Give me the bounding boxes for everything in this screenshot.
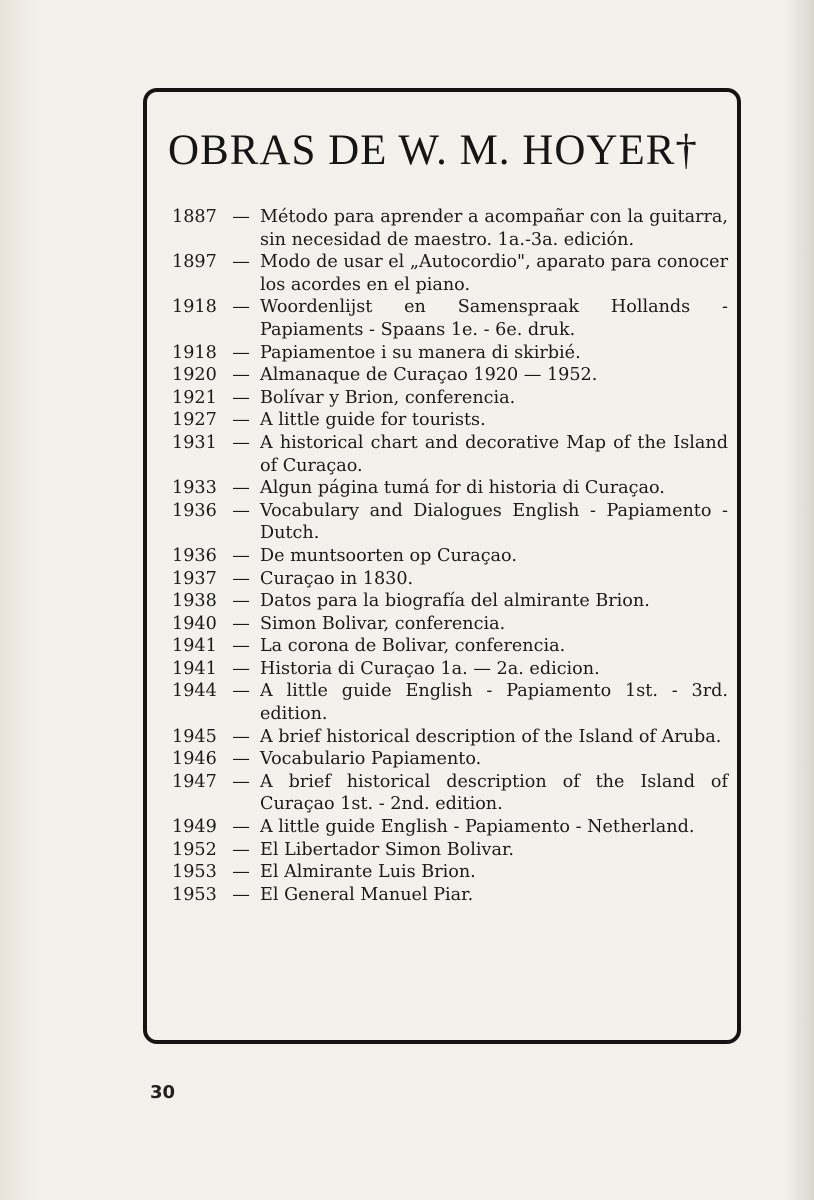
work-title: Papiamentoe i su manera di skirbié. — [260, 342, 581, 363]
work-dash: — — [232, 591, 250, 612]
work-entry — [172, 409, 728, 432]
work-year: 1937 — [172, 568, 217, 589]
work-title: A historical chart and decorative Map of the Island of Curaçao. — [260, 432, 728, 476]
work-title: A little guide for tourists. — [260, 410, 486, 431]
work-title: Bolívar y Brion, conferencia. — [260, 387, 516, 408]
work-dash: — — [232, 636, 250, 657]
work-year: 1952 — [172, 839, 217, 860]
work-year: 1918 — [172, 297, 217, 318]
work-dash: — — [232, 432, 250, 453]
work-entry — [172, 635, 728, 658]
work-title: El Almirante Luis Brion. — [260, 862, 476, 883]
work-title: Simon Bolivar, conferencia. — [260, 613, 506, 634]
work-dash: — — [232, 658, 250, 679]
work-entry — [172, 296, 728, 341]
work-dash: — — [232, 681, 250, 702]
work-entry — [172, 342, 728, 365]
work-year: 1944 — [172, 681, 217, 702]
work-entry — [172, 816, 728, 839]
work-dash: — — [232, 365, 250, 386]
work-entry — [172, 726, 728, 749]
work-title: Curaçao in 1830. — [260, 568, 414, 589]
work-year: 1918 — [172, 342, 217, 363]
work-entry — [172, 387, 728, 410]
work-title: A little guide English - Papiamento - Netherland. — [260, 817, 695, 838]
work-entry — [172, 884, 728, 907]
page-edge-shadow-left — [0, 0, 40, 1200]
work-dash: — — [232, 726, 250, 747]
work-year: 1940 — [172, 613, 217, 634]
work-title: Vocabulary and Dialogues English - Papiamento - Dutch. — [260, 500, 728, 544]
work-entry — [172, 748, 728, 771]
work-year: 1936 — [172, 545, 217, 566]
work-title: De muntsoorten op Curaçao. — [260, 545, 517, 566]
work-year: 1947 — [172, 771, 217, 792]
work-entry — [172, 613, 728, 636]
work-year: 1931 — [172, 432, 217, 453]
work-title: A little guide English - Papiamento 1st. - 3rd. edition. — [260, 681, 728, 725]
work-entry — [172, 568, 728, 591]
work-dash: — — [232, 252, 250, 273]
work-entry — [172, 432, 728, 477]
page-edge-shadow-right — [784, 0, 814, 1200]
work-title: El Libertador Simon Bolivar. — [260, 839, 515, 860]
work-entry — [172, 839, 728, 862]
work-dash: — — [232, 613, 250, 634]
work-entry — [172, 500, 728, 545]
work-entry — [172, 206, 728, 251]
work-year: 1953 — [172, 862, 217, 883]
work-dash: — — [232, 839, 250, 860]
work-year: 1953 — [172, 884, 217, 905]
work-title: Almanaque de Curaçao 1920 — 1952. — [260, 365, 598, 386]
work-title: Modo de usar el „Autocordio", aparato para conocer los acordes en el piano. — [260, 252, 728, 295]
work-dash: — — [232, 749, 250, 770]
works-list — [172, 206, 728, 906]
work-entry — [172, 680, 728, 725]
work-title: Datos para la biografía del almirante Brion. — [260, 591, 650, 612]
work-entry — [172, 861, 728, 884]
work-year: 1946 — [172, 749, 217, 770]
work-year: 1927 — [172, 410, 217, 431]
work-entry — [172, 590, 728, 613]
work-year: 1941 — [172, 636, 217, 657]
work-dash: — — [232, 297, 250, 318]
work-dash: — — [232, 771, 250, 792]
work-title: El General Manuel Piar. — [260, 884, 474, 905]
work-entry — [172, 364, 728, 387]
work-dash: — — [232, 410, 250, 431]
work-dash: — — [232, 568, 250, 589]
work-title: Woordenlijst en Samenspraak Hollands - Papiaments - Spaans 1e. - 6e. druk. — [260, 297, 728, 340]
work-title: A brief historical description of the Island of Curaçao 1st. - 2nd. edition. — [260, 771, 728, 815]
work-year: 1920 — [172, 365, 217, 386]
work-year: 1887 — [172, 207, 217, 227]
work-title: Historia di Curaçao 1a. — 2a. edicion. — [260, 658, 600, 679]
work-dash: — — [232, 884, 250, 905]
work-year: 1921 — [172, 387, 217, 408]
work-dash: — — [232, 207, 250, 227]
work-year: 1941 — [172, 658, 217, 679]
page-title: OBRAS DE W. M. HOYER† — [168, 127, 698, 174]
work-year: 1938 — [172, 591, 217, 612]
work-dash: — — [232, 387, 250, 408]
work-year: 1933 — [172, 478, 217, 499]
work-title: Vocabulario Papiamento. — [260, 749, 482, 770]
work-year: 1936 — [172, 500, 217, 521]
work-title: A brief historical description of the Island of Aruba. — [260, 726, 722, 747]
work-dash: — — [232, 478, 250, 499]
work-title: Algun página tumá for di historia di Curaçao. — [260, 478, 665, 499]
work-entry — [172, 545, 728, 568]
work-dash: — — [232, 817, 250, 838]
work-dash: — — [232, 342, 250, 363]
work-year: 1949 — [172, 817, 217, 838]
work-year: 1945 — [172, 726, 217, 747]
work-entry — [172, 477, 728, 500]
work-title: La corona de Bolivar, conferencia. — [260, 636, 566, 657]
work-entry — [172, 658, 728, 681]
work-entry — [172, 251, 728, 296]
work-title: Método para aprender a acompañar con la guitarra, sin necesidad de maestro. 1a.-3a. edición. — [260, 207, 728, 250]
work-entry — [172, 771, 728, 816]
work-year: 1897 — [172, 252, 217, 273]
work-dash: — — [232, 545, 250, 566]
work-dash: — — [232, 500, 250, 521]
work-dash: — — [232, 862, 250, 883]
page-number: 30 — [150, 1082, 176, 1103]
